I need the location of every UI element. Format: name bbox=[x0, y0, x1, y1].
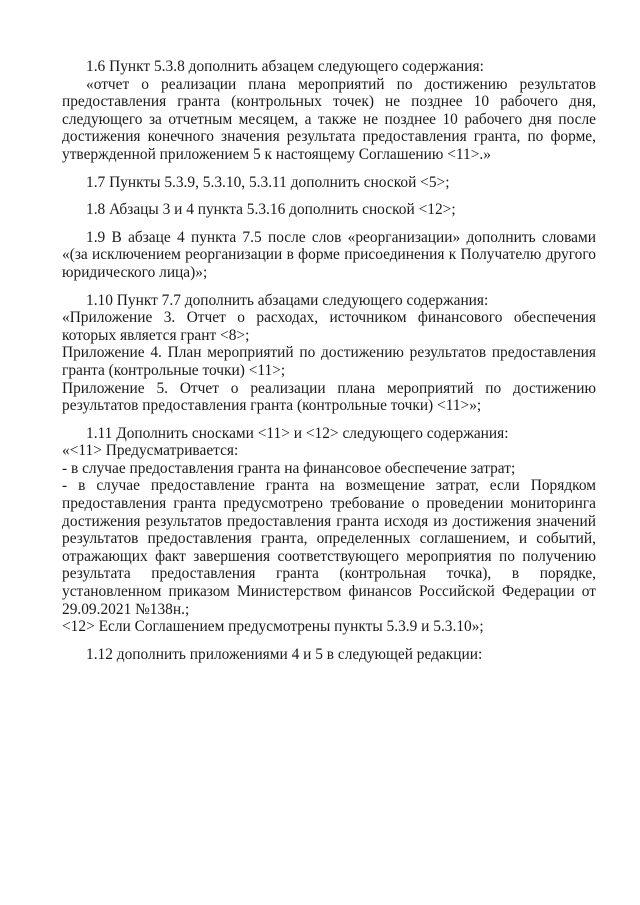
appendix-5-line: Приложение 5. Отчет о реализации плана мероприятий по достижению результатов предоставления гранта (контрольные точки) <11>»; bbox=[62, 379, 596, 415]
item-1-9: 1.9 В абзаце 4 пункта 7.5 после слов «реорганизации» дополнить словами «(за исключением реорганизации в форме присоединения к Получателю другого юридического лица)»; bbox=[62, 228, 596, 281]
item-1-12: 1.12 дополнить приложениями 4 и 5 в следующей редакции: bbox=[86, 645, 483, 663]
item-1-8: 1.8 Абзацы 3 и 4 пункта 5.3.16 дополнить сноской <12>; bbox=[86, 201, 456, 219]
item-1-6-title: 1.6 Пункт 5.3.8 дополнить абзацем следующего содержания: bbox=[86, 58, 484, 75]
appendix-4-line: Приложение 4. План мероприятий по достижению результатов предоставления гранта (контрольные точки) <11>; bbox=[62, 344, 596, 379]
item-1-7: 1.7 Пункты 5.3.9, 5.3.10, 5.3.11 дополнить сноской <5>; bbox=[86, 173, 450, 191]
item-1-6-text: «отчет о реализации плана мероприятий по достижению результатов предоставления гранта (контрольных точек) не позднее 10 рабочего дня, следующего за отчетным месяцем, а также не позднее 10 рабочего дня после достижения конечного значения результата предоставления гранта, по форме, утвержденной приложением 5 к настоящему Соглашению <11>.» bbox=[62, 75, 596, 163]
footnote-11-heading: «<11> Предусматривается: bbox=[62, 442, 239, 460]
footnote-12: <12> Если Соглашением предусмотрены пункты 5.3.9 и 5.3.10»; bbox=[62, 618, 484, 636]
item-1-10-title: 1.10 Пункт 7.7 дополнить абзацами следующего содержания: bbox=[86, 291, 489, 309]
item-1-11-title: 1.11 Дополнить сносками <11> и <12> следующего содержания: bbox=[86, 424, 509, 442]
appendix-3-line: «Приложение 3. Отчет о расходах, источником финансового обеспечения которых является грант <8>; bbox=[62, 309, 596, 344]
footnote-11-case-1: - в случае предоставления гранта на финансовое обеспечение затрат; bbox=[62, 459, 516, 477]
footnote-11-case-2: - в случае предоставление гранта на возмещение затрат, если Порядком предоставления гранта предусмотрено требование о проведении мониторинга достижения результатов предоставления гранта исходя из достижения значений результатов предоставления гранта, определенных соглашением, и событий, отражающих факт завершения соответствующего мероприятия по получению результата предоставления гранта (контрольная точка), в порядке, установленном приказом Министерством финансов Российской Федерации от 29.09.2021 №138н.; bbox=[62, 477, 596, 618]
